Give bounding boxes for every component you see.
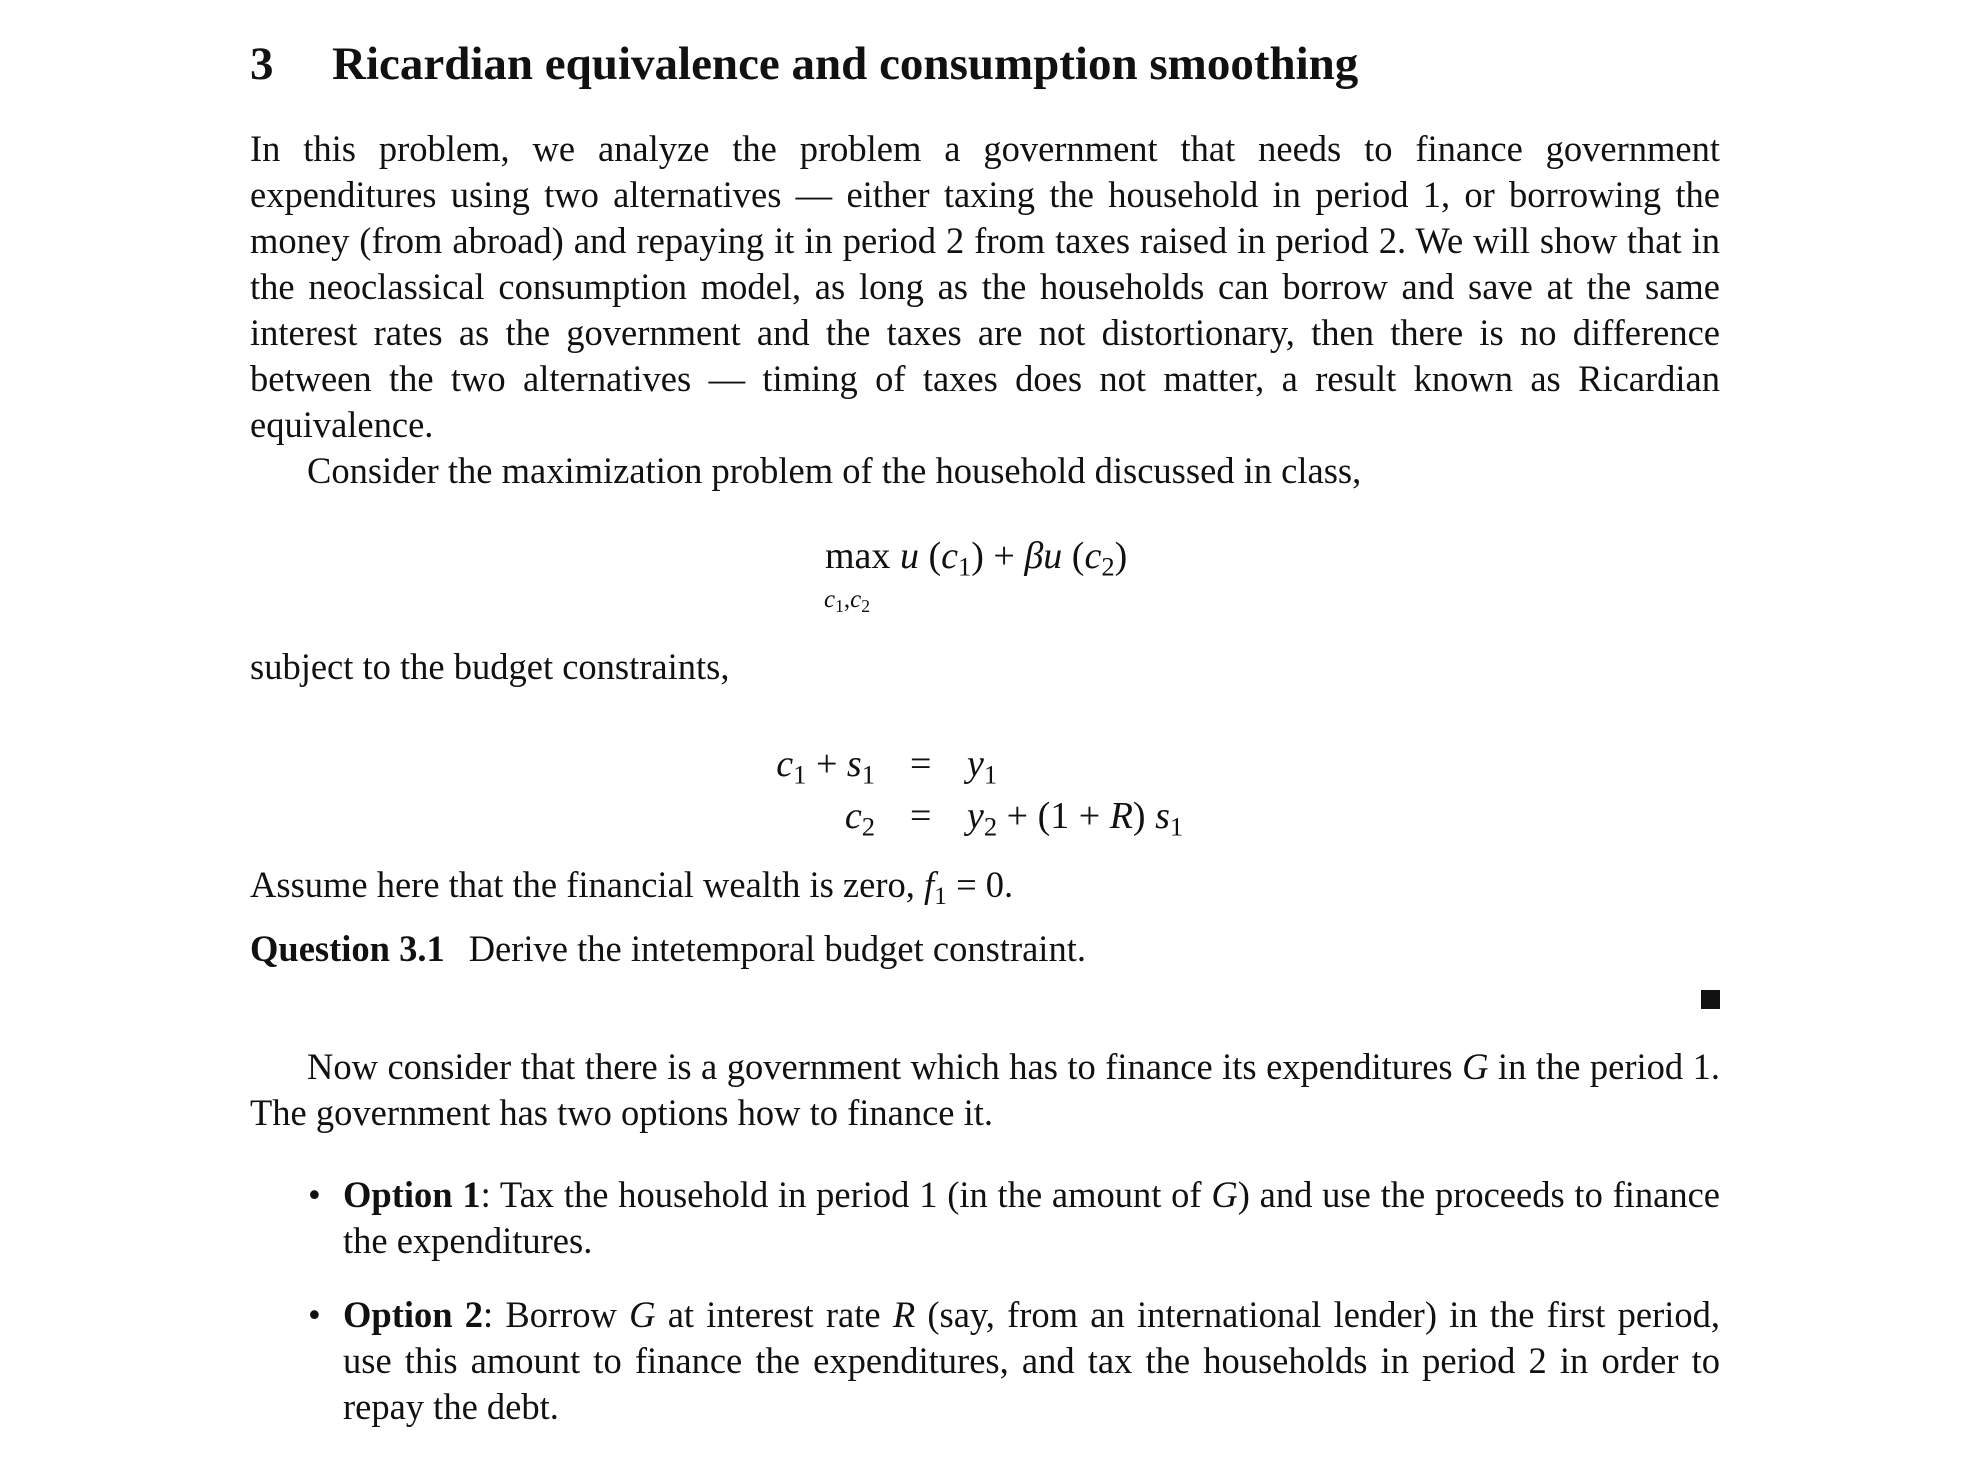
max-operator: max [825,535,891,577]
budget-constraints [250,702,1720,842]
question-label: Question 3.1 [250,928,445,969]
section-number: 3 [250,38,274,90]
objective-expression: max u $(c_1) + \beta u$ $(c_2)$ [825,535,1128,582]
objective-equation [250,494,1720,644]
constraint-2-rhs: $y_2 + (1 + R)$ $s_1$ [967,795,1184,842]
constraint-1-lhs: $c_1 + s_1$ [776,743,875,790]
options-list [250,1172,1720,1430]
constraint-2-lhs: $c_2$ [844,795,875,842]
bullet-icon: • [308,1174,321,1215]
subject-to-text: subject to the budget constraints, [250,646,730,687]
constraint-2-equals: = [910,795,932,837]
option-1-label: Option 1 [343,1174,481,1215]
qed-row [250,972,1720,1030]
option-2-item: • Option 2: Borrow G at interest rate R (say, from an international lender) in the first period, use this amount to finance the expenditures, and tax the households in period 2 in order to repay the debt. [308,1294,1720,1427]
constraint-2-lhs-wrap [250,794,875,844]
assumption-text: Assume here that the financial wealth is zero, $f_1 = 0$. [250,864,1014,911]
max-subscript: $c_1,c_2$ [824,586,870,616]
constraint-1-equals: = [910,743,932,785]
question-3-1 [250,926,1720,972]
section-heading [250,28,1720,100]
consider-paragraph: Consider the maximization problem of the household discussed in class, [307,450,1362,491]
option-1-item: • Option 1: Tax the household in period 1 (in the amount of G) and use the proceeds to finance the expenditures. [308,1174,1720,1261]
constraint-1-lhs-wrap [250,742,875,792]
government-paragraph: Now consider that there is a government which has to finance its expenditures G in the period 1. The government has two options how to finance it. [250,1046,1720,1133]
document-page [250,28,1720,1458]
qed-square-icon [1701,990,1720,1009]
constraint-1-rhs: $y_1$ [967,743,998,790]
bullet-icon: • [308,1294,321,1335]
intro-paragraph: In this problem, we analyze the problem a government that needs to finance government expenditures using two alternatives — either taxing the household in period 1, or borrowing the money (from abroad) and repaying it in period 2 from taxes raised in period 2. We will show that in the neoclassical consumption model, as long as the households can borrow and save at the same interest rates as the government and the taxes are not distortionary, then there is no difference between the two alternatives — timing of taxes does not matter, a result known as Ricardian equivalence. [250,128,1720,445]
option-2-label: Option 2 [343,1294,484,1335]
section-title: Ricardian equivalence and consumption smoothing [332,38,1359,90]
question-text: Derive the intetemporal budget constraint. [468,928,1086,969]
